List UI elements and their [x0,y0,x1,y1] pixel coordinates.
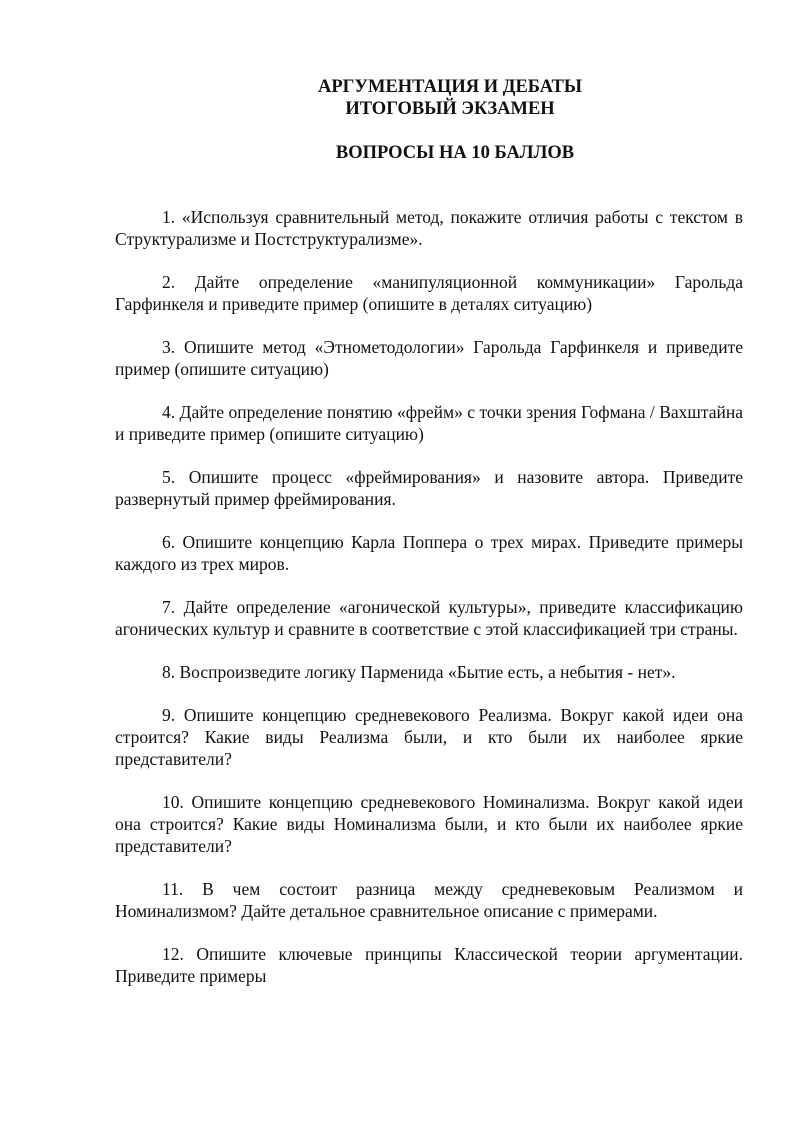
question-list [115,206,743,1008]
question-item: 9. Опишите концепцию средневекового Реализма. Вокруг какой идеи она строится? Какие виды Реализма были, и кто были их наиболее яркие представители? [115,705,743,769]
question-item: 10. Опишите концепцию средневекового Номинализма. Вокруг какой идеи она строится? Какие виды Номинализма были, и кто были их наиболее яркие представители? [115,792,743,856]
question-item: 2. Дайте определение «манипуляционной коммуникации» Гарольда Гарфинкеля и приведите пример (опишите в деталях ситуацию) [115,272,743,314]
title-line-1: АРГУМЕНТАЦИЯ И ДЕБАТЫ [317,77,583,97]
question-item: 7. Дайте определение «агонической культуры», приведите классификацию агонических культур и сравните в соответствие с этой классификацией три страны. [115,597,743,639]
question-item: 3. Опишите метод «Этнометодологии» Гарольда Гарфинкеля и приведите пример (опишите ситуацию) [115,337,743,379]
section-heading: ВОПРОСЫ НА 10 БАЛЛОВ [335,143,575,163]
question-item: 11. В чем состоит разница между средневековым Реализмом и Номинализмом? Дайте детальное сравнительное описание с примерами. [115,879,743,921]
question-item: 4. Дайте определение понятию «фрейм» с точки зрения Гофмана / Вахштайна и приведите пример (опишите ситуацию) [115,402,743,444]
question-item: 12. Опишите ключевые принципы Классической теории аргументации. Приведите примеры [115,944,743,986]
title-line-2: ИТОГОВЫЙ ЭКЗАМЕН [345,99,555,119]
question-item: 6. Опишите концепцию Карла Поппера о трех мирах. Приведите примеры каждого из трех миров. [115,532,743,574]
question-item: 8. Воспроизведите логику Парменида «Бытие есть, а небытия - нет». [162,662,676,682]
document-title [0,76,800,120]
question-item: 5. Опишите процесс «фреймирования» и назовите автора. Приведите развернутый пример фреймирования. [115,467,743,509]
question-item: 1. «Используя сравнительный метод, покажите отличия работы с текстом в Структурализме и Постструктурализме». [115,207,743,249]
